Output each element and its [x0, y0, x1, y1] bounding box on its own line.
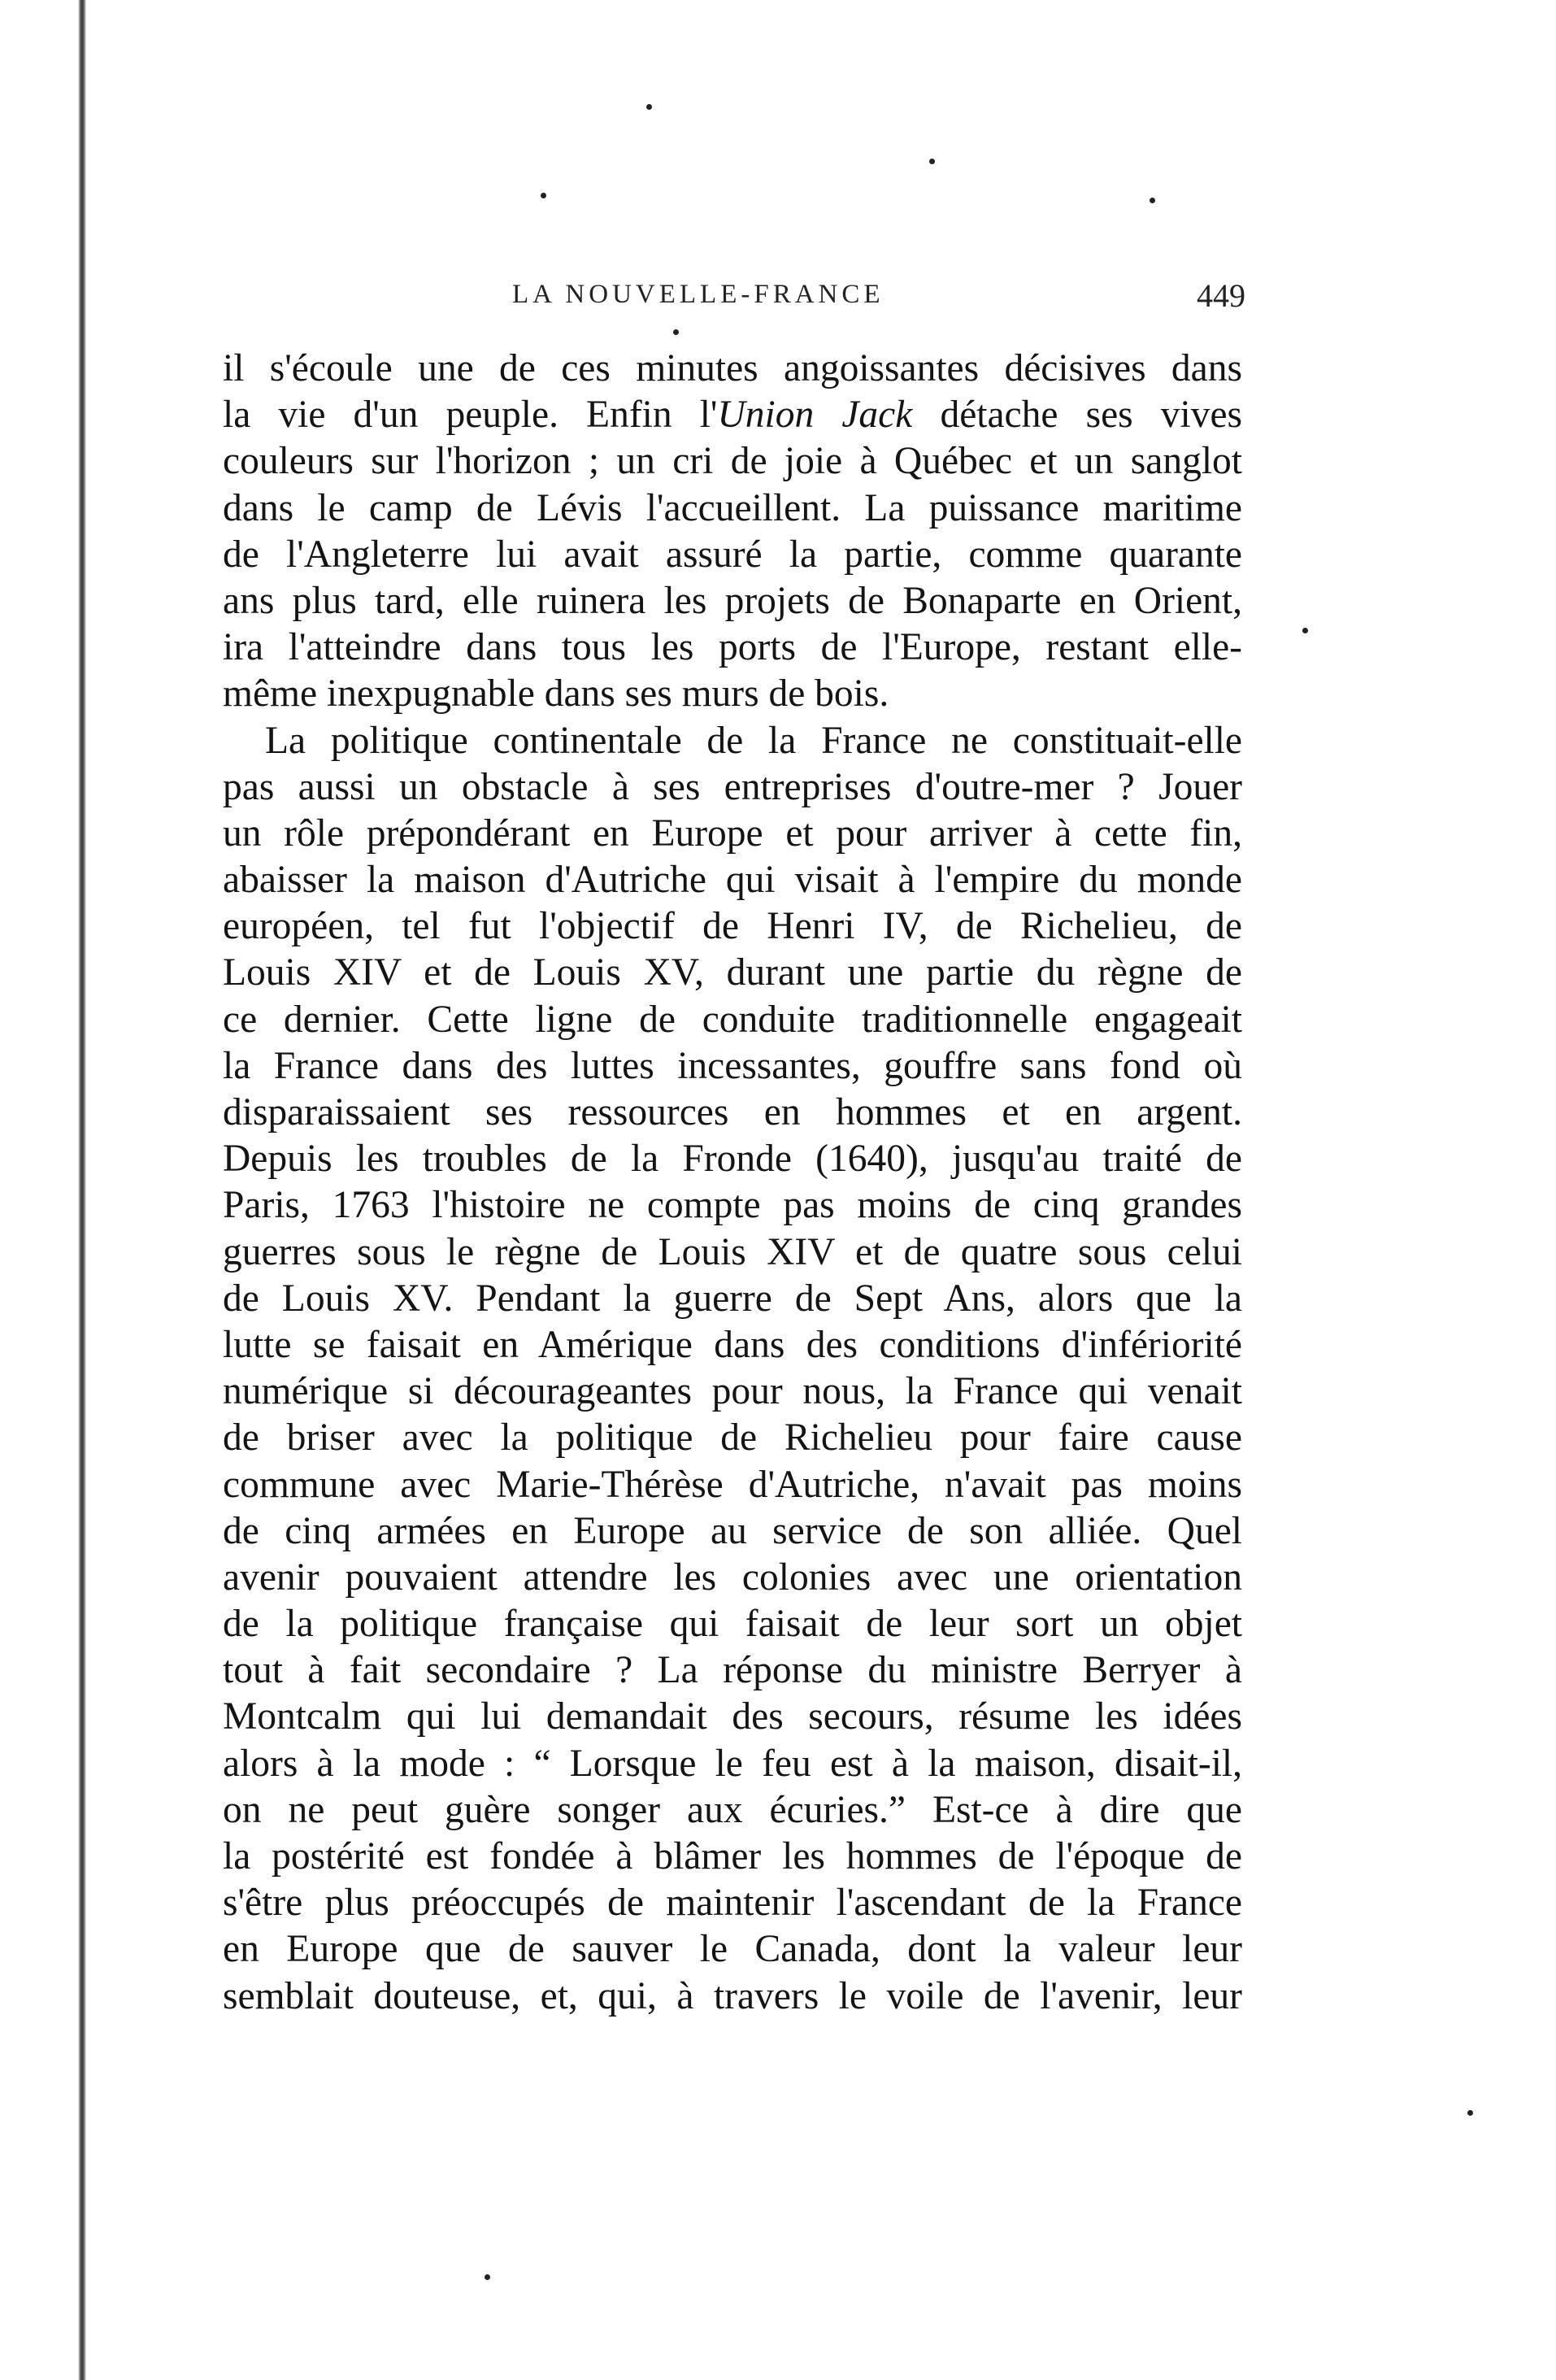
text-line: la France dans des luttes incessantes, gouffre sans fond où	[223, 1044, 1242, 1087]
text-line: guerres sous le règne de Louis XIV et de quatre sous celui	[223, 1230, 1242, 1273]
running-title: LA NOUVELLE-FRANCE	[512, 280, 884, 309]
text-line: de briser avec la politique de Richelieu pour faire cause	[223, 1416, 1242, 1460]
text-line: même inexpugnable dans ses murs de bois.	[223, 672, 889, 716]
text-line: pas aussi un obstacle à ses entreprises d'outre-mer ? Jouer	[223, 765, 1242, 808]
text-line: on ne peut guère songer aux écuries.” Est-ce à dire que	[223, 1788, 1242, 1831]
text-line: disparaissaient ses ressources en hommes et en argent.	[223, 1091, 1242, 1133]
text-line: tout à fait secondaire ? La réponse du ministre Berryer à	[223, 1649, 1242, 1692]
speck	[929, 159, 935, 164]
speck	[673, 329, 679, 335]
text-line: dans le camp de Lévis l'accueillent. La puissance maritime	[223, 486, 1242, 529]
text-line	[223, 392, 1242, 438]
text-segment: la vie d'un peuple. Enfin l'	[223, 394, 718, 437]
text-line: avenir pouvaient attendre les colonies avec une orientation	[223, 1555, 1242, 1599]
text-line: couleurs sur l'horizon ; un cri de joie à Québec et un sanglot	[223, 440, 1242, 483]
speck	[1150, 198, 1155, 203]
speck	[646, 104, 652, 110]
text-line: un rôle prépondérant en Europe et pour arriver à cette fin,	[223, 811, 1242, 855]
text-line: en Europe que de sauver le Canada, dont la valeur leur	[223, 1928, 1242, 1971]
text-line: de la politique française qui faisait de leur sort un objet	[223, 1603, 1242, 1646]
text-line: alors à la mode : “ Lorsque le feu est à la maison, disait-il,	[223, 1742, 1242, 1785]
text-line: Louis XIV et de Louis XV, durant une partie du règne de	[223, 951, 1242, 994]
speck	[1467, 2110, 1473, 2116]
text-line: de Louis XV. Pendant la guerre de Sept Ans, alors que la	[223, 1277, 1242, 1320]
speck	[1302, 628, 1308, 633]
text-line: ans plus tard, elle ruinera les projets de Bonaparte en Orient,	[223, 579, 1242, 622]
text-line: Montcalm qui lui demandait des secours, résume les idées	[223, 1695, 1242, 1738]
text-line: de l'Angleterre lui avait assuré la partie, comme quarante	[223, 533, 1242, 576]
text-line: Paris, 1763 l'histoire ne compte pas moins de cinq grandes	[223, 1184, 1242, 1227]
page-number: 449	[1197, 277, 1245, 314]
text-line: abaisser la maison d'Autriche qui visait à l'empire du monde	[223, 859, 1242, 902]
text-line: européen, tel fut l'objectif de Henri IV, de Richelieu, de	[223, 905, 1242, 948]
speck	[541, 193, 546, 198]
body-text	[223, 346, 1242, 2020]
text-line: la postérité est fondée à blâmer les hommes de l'époque de	[223, 1835, 1242, 1877]
binding-edge	[78, 0, 86, 2380]
italic-ship-flag: Union Jack	[717, 394, 913, 437]
text-line: commune avec Marie-Thérèse d'Autriche, n'avait pas moins	[223, 1463, 1242, 1506]
text-line: numérique si décourageantes pour nous, la France qui venait	[223, 1370, 1242, 1413]
text-line: ce dernier. Cette ligne de conduite traditionnelle engageait	[223, 998, 1242, 1041]
text-line: il s'écoule une de ces minutes angoissantes décisives dans	[223, 347, 1242, 389]
text-line: semblait douteuse, et, qui, à travers le voile de l'avenir, leur	[223, 1974, 1242, 2017]
text-line: La politique continentale de la France ne constituait-elle	[265, 719, 1242, 762]
text-line: Depuis les troubles de la Fronde (1640), jusqu'au traité de	[223, 1138, 1242, 1181]
text-line: s'être plus préoccupés de maintenir l'ascendant de la France	[223, 1882, 1242, 1925]
speck	[485, 2274, 490, 2280]
text-line: de cinq armées en Europe au service de son alliée. Quel	[223, 1509, 1242, 1552]
text-line: ira l'atteindre dans tous les ports de l'Europe, restant elle-	[223, 626, 1242, 669]
text-line: lutte se faisait en Amérique dans des conditions d'infériorité	[223, 1323, 1242, 1366]
text-segment: détache ses vives	[912, 394, 1243, 437]
running-head	[219, 276, 1245, 325]
